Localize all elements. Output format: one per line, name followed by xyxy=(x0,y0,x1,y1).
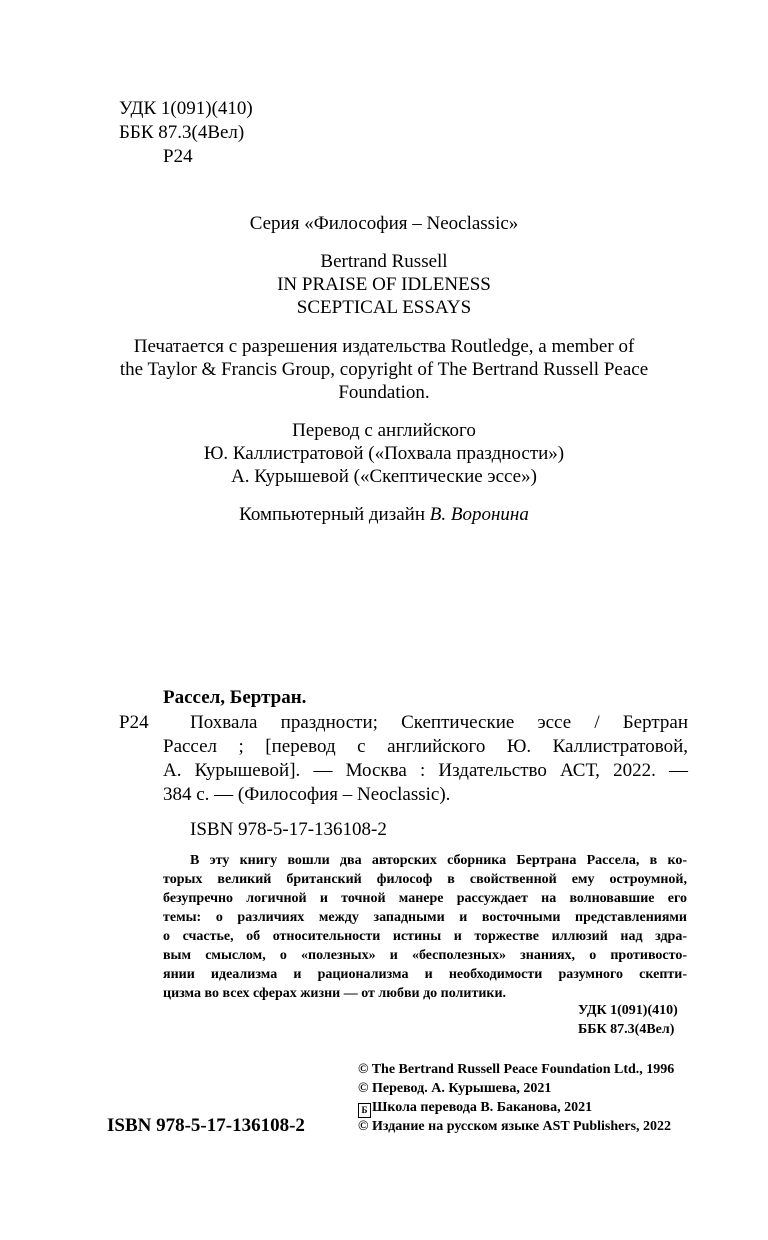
bbk-code: ББК 87.3(4Вел) xyxy=(119,122,245,143)
copyright-2: © Перевод. А. Курышева, 2021 xyxy=(358,1081,552,1096)
annotation-line-7: янии идеализма и рационализма и необходимости разумного скепти- xyxy=(163,967,687,982)
catalog-isbn: ISBN 978-5-17-136108-2 xyxy=(190,819,387,840)
original-author: Bertrand Russell xyxy=(320,251,448,272)
designer-name: В. Воронина xyxy=(429,504,529,525)
copyright-4: © Издание на русском языке AST Publishers, 2022 xyxy=(358,1119,672,1134)
translation-line-1: Перевод с английского xyxy=(292,420,476,441)
annotation-line-6-wrap xyxy=(163,947,687,966)
footer-isbn: ISBN 978-5-17-136108-2 xyxy=(107,1115,305,1136)
catalog-line-4: 384 с. — (Философия – Neoclassic). xyxy=(163,784,451,805)
author-mark: Р24 xyxy=(163,146,193,167)
annotation-line-8: цизма во всех сферах жизни — от любви до политики. xyxy=(163,986,507,1001)
annotation-line-1-wrap xyxy=(190,852,687,871)
design-label: Компьютерный дизайн xyxy=(239,504,426,525)
annotation-line-3-wrap xyxy=(163,890,687,909)
translation-line-3: А. Курышевой («Скептические эссе») xyxy=(231,466,537,487)
annotation-line-2: торых великий британский философ в свойственной ему остроумной, xyxy=(163,872,687,887)
school-logo-icon: Б xyxy=(358,1103,371,1118)
catalog-line-3: А. Курышевой]. — Москва : Издательство АСТ, 2022. — xyxy=(163,760,688,781)
translation-line-2: Ю. Каллистратовой («Похвала праздности») xyxy=(203,443,565,464)
catalog-line-2-wrap xyxy=(163,735,688,759)
catalog-line-1-wrap xyxy=(190,711,688,735)
annotation-line-6: вым смыслом, о «полезных» и «бесполезных» знаниях, о противосто- xyxy=(163,948,687,963)
annotation-line-3: безупречно логичной и точной манере рассуждает на волновавшие его xyxy=(163,891,687,906)
original-title-2: SCEPTICAL ESSAYS xyxy=(296,297,472,318)
annotation-line-1: В эту книгу вошли два авторских сборника Бертрана Рассела, в ко- xyxy=(190,853,687,868)
permission-line-1: Печатается с разрешения издательства Routledge, a member of xyxy=(133,336,635,357)
annotation-line-5-wrap xyxy=(163,928,687,947)
annotation-bbk: ББК 87.3(4Вел) xyxy=(578,1022,675,1037)
annotation-udk: УДК 1(091)(410) xyxy=(578,1003,678,1018)
annotation-line-4-wrap xyxy=(163,909,687,928)
design-credit xyxy=(0,503,768,527)
annotation-line-4: темы: о различиях между западными и восточными представлениями xyxy=(163,910,687,925)
copyright-3-text: Школа перевода В. Баканова, 2021 xyxy=(372,1100,593,1115)
permission-line-2: the Taylor & Francis Group, copyright of The Bertrand Russell Peace xyxy=(119,359,649,380)
catalog-mark: Р24 xyxy=(119,712,149,733)
copyright-3 xyxy=(358,1099,592,1118)
permission-line-3: Foundation. xyxy=(338,382,430,403)
annotation-line-2-wrap xyxy=(163,871,687,890)
original-title-1: IN PRAISE OF IDLENESS xyxy=(277,274,491,295)
catalog-line-2: Рассел ; [перевод с английского Ю. Каллистратовой, xyxy=(163,736,688,757)
catalog-heading: Рассел, Бертран. xyxy=(163,687,307,708)
catalog-line-1: Похвала праздности; Скептические эссе / Бертран xyxy=(190,712,688,733)
udk-code: УДК 1(091)(410) xyxy=(119,98,253,119)
series-line: Серия «Философия – Neoclassic» xyxy=(249,213,519,234)
catalog-line-3-wrap xyxy=(163,759,688,783)
annotation-line-5: о счастье, об относительности истины и торжестве иллюзий над здра- xyxy=(163,929,687,944)
annotation-line-7-wrap xyxy=(163,966,687,985)
copyright-1: © The Bertrand Russell Peace Foundation Ltd., 1996 xyxy=(358,1062,675,1077)
